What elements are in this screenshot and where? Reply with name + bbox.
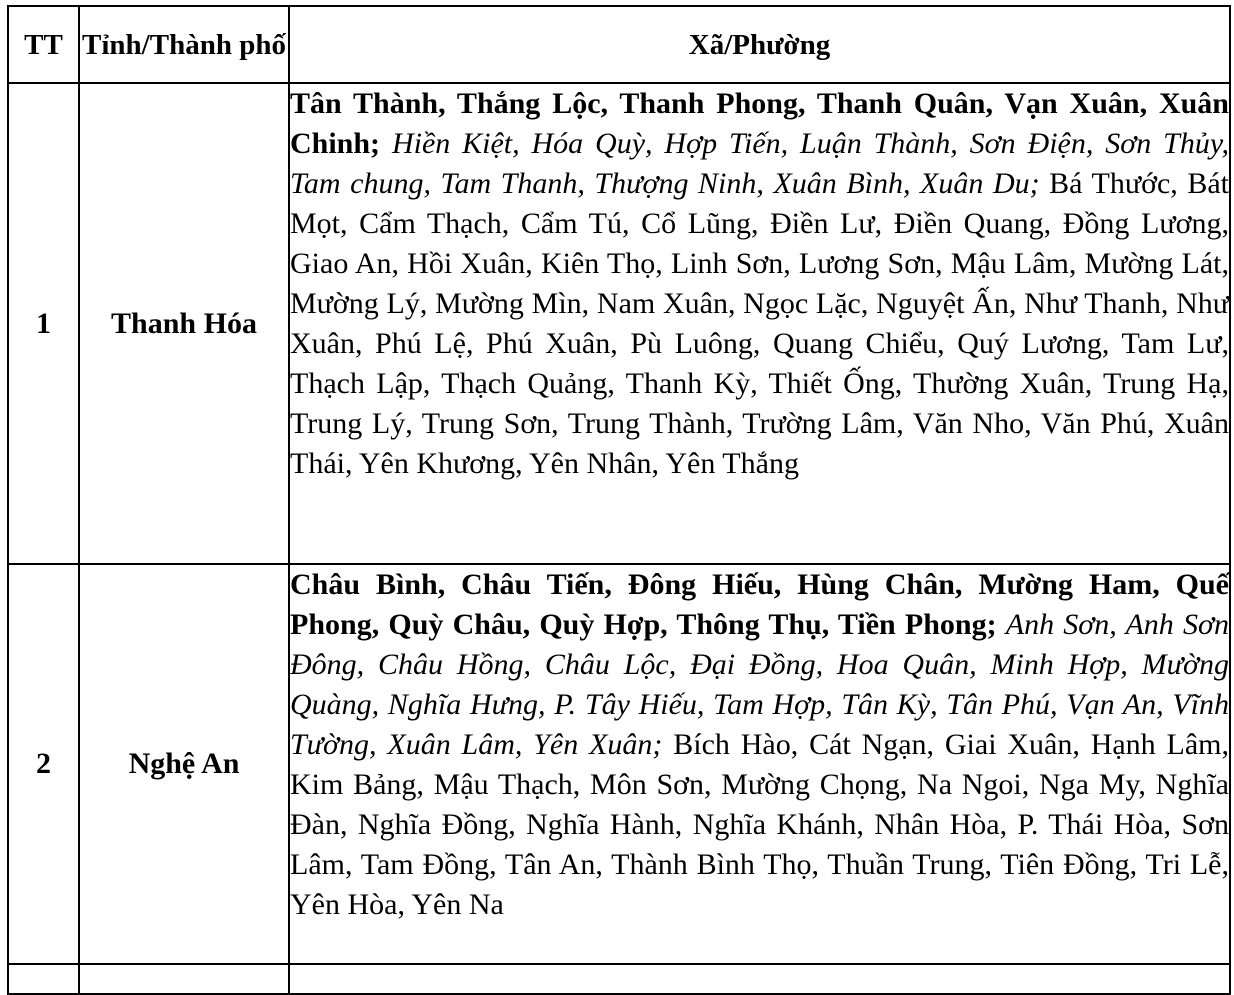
table-row-partial	[8, 964, 1230, 994]
header-tt: TT	[8, 6, 79, 83]
empty-cell	[79, 964, 289, 994]
table-row	[8, 83, 1230, 564]
ward-list-italic: Anh Sơn, Anh Sơn Đông, Châu Hồng, Châu Lộc, Đại Đồng, Hoa Quân, Minh Hợp, Mường Quàng, Nghĩa Hưng, P. Tây Hiếu, Tam Hợp, Tân Kỳ, Tân Phú, Vạn An, Vĩnh Tường, Xuân Lâm, Yên Xuân;	[290, 608, 1229, 761]
header-row	[8, 6, 1230, 83]
province-name: Thanh Hóa	[79, 83, 289, 564]
ward-list-bold: Tân Thành, Thắng Lộc, Thanh Phong, Thanh Quân, Vạn Xuân, Xuân Chinh;	[290, 87, 1229, 160]
row-number: 2	[8, 564, 79, 964]
ward-list	[289, 83, 1230, 564]
commune-table	[7, 5, 1231, 995]
header-province: Tỉnh/Thành phố	[79, 6, 289, 83]
ward-list-normal: Bá Thước, Bát Mọt, Cẩm Thạch, Cẩm Tú, Cổ Lũng, Điền Lư, Điền Quang, Đồng Lương, Giao An, Hồi Xuân, Kiên Thọ, Linh Sơn, Lương Sơn, Mậu Lâm, Mường Lát, Mường Lý, Mường Mìn, Nam Xuân, Ngọc Lặc, Nguyệt Ấn, Như Thanh, Như Xuân, Phú Lệ, Phú Xuân, Pù Luông, Quang Chiểu, Quý Lương, Tam Lư, Thạch Lập, Thạch Quảng, Thanh Kỳ, Thiết Ống, Thường Xuân, Trung Hạ, Trung Lý, Trung Sơn, Trung Thành, Trường Lâm, Văn Nho, Văn Phú, Xuân Thái, Yên Khương, Yên Nhân, Yên Thắng	[290, 167, 1229, 480]
province-name: Nghệ An	[79, 564, 289, 964]
ward-list	[289, 564, 1230, 964]
empty-cell	[8, 964, 79, 994]
table-row	[8, 564, 1230, 964]
header-wards: Xã/Phường	[289, 6, 1230, 83]
ward-list-italic: Hiền Kiệt, Hóa Quỳ, Hợp Tiến, Luận Thành, Sơn Điện, Sơn Thủy, Tam chung, Tam Thanh, Thượng Ninh, Xuân Bình, Xuân Du;	[290, 127, 1229, 200]
row-number: 1	[8, 83, 79, 564]
ward-list-normal: Bích Hào, Cát Ngạn, Giai Xuân, Hạnh Lâm, Kim Bảng, Mậu Thạch, Môn Sơn, Mường Chọng, Na Ngoi, Nga My, Nghĩa Đàn, Nghĩa Đồng, Nghĩa Hành, Nghĩa Khánh, Nhân Hòa, P. Thái Hòa, Sơn Lâm, Tam Đồng, Tân An, Thành Bình Thọ, Thuần Trung, Tiên Đồng, Tri Lễ, Yên Hòa, Yên Na	[290, 728, 1229, 921]
ward-list-bold: Châu Bình, Châu Tiến, Đông Hiếu, Hùng Chân, Mường Ham, Quế Phong, Quỳ Châu, Quỳ Hợp, Thông Thụ, Tiền Phong;	[290, 568, 1229, 641]
empty-cell	[289, 964, 1230, 994]
